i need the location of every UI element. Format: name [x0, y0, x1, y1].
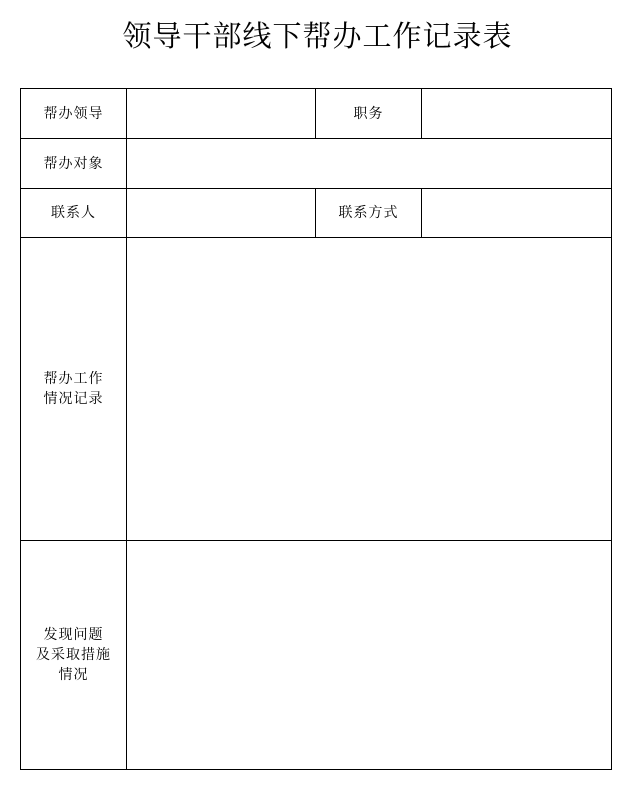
row-work-record	[21, 238, 612, 541]
issues-measures-field[interactable]	[127, 541, 612, 770]
leader-label: 帮办领导	[21, 89, 127, 139]
position-label: 职务	[316, 89, 422, 139]
target-label: 帮办对象	[21, 139, 127, 189]
row-leader	[21, 89, 612, 139]
contact-person-field[interactable]	[127, 189, 316, 238]
issues-measures-label: 发现问题 及采取措施 情况	[21, 541, 127, 770]
contact-person-label: 联系人	[21, 189, 127, 238]
work-record-field[interactable]	[127, 238, 612, 541]
row-target	[21, 139, 612, 189]
leader-field[interactable]	[127, 89, 316, 139]
contact-method-field[interactable]	[422, 189, 612, 238]
document-title: 领导干部线下帮办工作记录表	[122, 19, 513, 53]
position-field[interactable]	[422, 89, 612, 139]
work-record-label: 帮办工作 情况记录	[21, 238, 127, 541]
target-field[interactable]	[127, 139, 612, 189]
row-issues-measures	[21, 541, 612, 770]
row-contact	[21, 189, 612, 238]
contact-method-label: 联系方式	[316, 189, 422, 238]
record-form-table	[20, 88, 612, 770]
